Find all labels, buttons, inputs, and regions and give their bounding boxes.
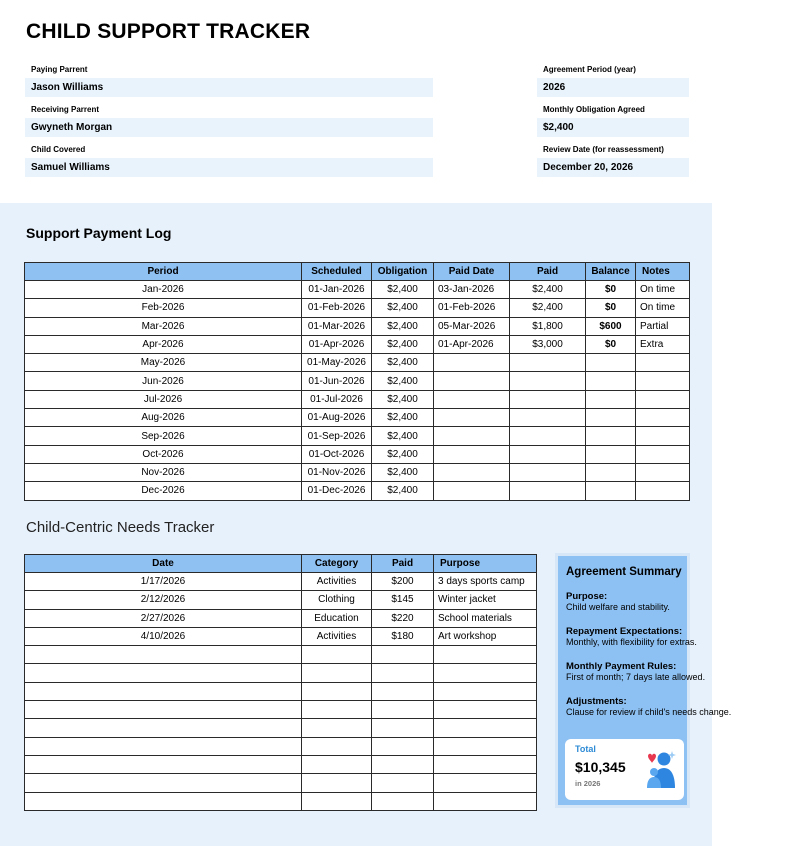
total-card (565, 739, 684, 800)
summary-heading: Adjustments: (566, 696, 627, 707)
column-header: Balance (586, 263, 636, 281)
table-cell[interactable] (586, 482, 636, 500)
family-heart-icon (642, 748, 678, 790)
table-row (25, 317, 690, 335)
needs-tracker-title: Child-Centric Needs Tracker (26, 519, 215, 536)
field-label: Review Date (for reassessment) (543, 145, 664, 154)
table-cell[interactable]: 01-Jan-2026 (302, 281, 372, 299)
table-row (25, 774, 537, 792)
table-cell[interactable]: 01-Apr-2026 (302, 335, 372, 353)
table-cell[interactable]: $220 (372, 609, 434, 627)
table-cell[interactable] (302, 682, 372, 700)
table-cell[interactable] (302, 737, 372, 755)
table-cell[interactable]: 01-Mar-2026 (302, 317, 372, 335)
column-header: Date (25, 555, 302, 573)
table-cell[interactable]: $0 (586, 335, 636, 353)
table-cell[interactable]: Extra (636, 335, 690, 353)
table-cell[interactable] (302, 792, 372, 810)
table-cell[interactable]: $1,800 (510, 317, 586, 335)
table-cell[interactable] (510, 409, 586, 427)
table-cell[interactable] (372, 737, 434, 755)
table-row (25, 646, 537, 664)
table-cell[interactable]: $180 (372, 627, 434, 645)
table-cell[interactable]: $2,400 (372, 372, 434, 390)
table-cell[interactable] (372, 701, 434, 719)
table-cell[interactable] (434, 792, 537, 810)
table-cell[interactable]: 05-Mar-2026 (434, 317, 510, 335)
agreement-period-field (537, 64, 689, 97)
table-cell[interactable]: 01-May-2026 (302, 354, 372, 372)
table-cell[interactable]: 03-Jan-2026 (434, 281, 510, 299)
table-header-row (25, 555, 537, 573)
table-cell[interactable] (434, 701, 537, 719)
table-cell[interactable] (25, 755, 302, 773)
payment-log-title: Support Payment Log (26, 225, 172, 241)
table-cell[interactable]: $2,400 (372, 445, 434, 463)
table-cell[interactable]: $3,000 (510, 335, 586, 353)
table-cell[interactable] (434, 774, 537, 792)
table-row (25, 427, 690, 445)
table-row (25, 372, 690, 390)
table-cell[interactable] (372, 719, 434, 737)
table-cell[interactable]: School materials (434, 609, 537, 627)
summary-heading: Purpose: (566, 591, 608, 602)
table-cell[interactable]: Activities (302, 627, 372, 645)
table-cell[interactable]: $2,400 (372, 463, 434, 481)
table-cell[interactable] (510, 445, 586, 463)
table-cell[interactable]: 01-Jun-2026 (302, 372, 372, 390)
column-header: Period (25, 263, 302, 281)
table-cell[interactable]: On time (636, 281, 690, 299)
table-cell[interactable] (25, 792, 302, 810)
table-cell[interactable]: 01-Aug-2026 (302, 409, 372, 427)
field-value[interactable]: December 20, 2026 (537, 158, 689, 177)
table-cell[interactable] (25, 774, 302, 792)
column-header: Paid (372, 555, 434, 573)
table-row (25, 390, 690, 408)
review-date-field (537, 144, 689, 177)
table-cell[interactable]: 1/17/2026 (25, 573, 302, 591)
table-cell[interactable] (302, 701, 372, 719)
table-cell[interactable] (636, 427, 690, 445)
table-cell[interactable] (510, 427, 586, 445)
field-value[interactable]: Samuel Williams (25, 158, 433, 177)
table-cell[interactable] (434, 682, 537, 700)
table-cell[interactable] (302, 774, 372, 792)
table-cell[interactable] (434, 427, 510, 445)
table-cell[interactable] (510, 482, 586, 500)
table-cell[interactable] (586, 409, 636, 427)
field-value[interactable]: $2,400 (537, 118, 689, 137)
table-cell[interactable]: $2,400 (372, 427, 434, 445)
table-cell[interactable]: 01-Jul-2026 (302, 390, 372, 408)
table-cell[interactable]: $2,400 (510, 299, 586, 317)
table-cell[interactable] (510, 463, 586, 481)
summary-text: Child welfare and stability. (566, 602, 670, 612)
column-header: Notes (636, 263, 690, 281)
table-cell[interactable] (434, 664, 537, 682)
table-cell[interactable] (372, 755, 434, 773)
table-cell[interactable] (25, 719, 302, 737)
table-row (25, 409, 690, 427)
table-row (25, 463, 690, 481)
table-row (25, 281, 690, 299)
column-header: Purpose (434, 555, 537, 573)
table-cell[interactable] (25, 701, 302, 719)
table-cell[interactable] (434, 390, 510, 408)
field-value[interactable]: Jason Williams (25, 78, 433, 97)
table-cell[interactable] (372, 682, 434, 700)
table-cell[interactable] (636, 390, 690, 408)
table-cell[interactable]: $2,400 (372, 482, 434, 500)
table-cell[interactable] (586, 445, 636, 463)
table-cell[interactable] (586, 372, 636, 390)
table-row (25, 573, 537, 591)
table-row (25, 627, 537, 645)
table-cell[interactable] (636, 354, 690, 372)
table-cell[interactable]: Jun-2026 (25, 372, 302, 390)
field-label: Agreement Period (year) (543, 65, 636, 74)
table-cell[interactable]: Mar-2026 (25, 317, 302, 335)
total-value: $10,345 (575, 759, 626, 775)
table-cell[interactable] (302, 755, 372, 773)
page-title: CHILD SUPPORT TRACKER (26, 20, 311, 43)
total-label: Total (575, 744, 596, 754)
table-cell[interactable] (636, 445, 690, 463)
table-cell[interactable] (434, 719, 537, 737)
table-cell[interactable]: Oct-2026 (25, 445, 302, 463)
column-header: Obligation (372, 263, 434, 281)
table-cell[interactable] (434, 646, 537, 664)
table-row (25, 609, 537, 627)
child-covered-field (25, 144, 433, 177)
summary-text: Monthly, with flexibility for extras. (566, 637, 697, 647)
table-cell[interactable] (25, 646, 302, 664)
table-cell[interactable] (434, 737, 537, 755)
table-cell[interactable]: Apr-2026 (25, 335, 302, 353)
table-cell[interactable]: Jul-2026 (25, 390, 302, 408)
table-cell[interactable]: Winter jacket (434, 591, 537, 609)
field-label: Paying Parrent (31, 65, 88, 74)
field-label: Child Covered (31, 145, 86, 154)
table-cell[interactable]: Dec-2026 (25, 482, 302, 500)
table-cell[interactable] (434, 354, 510, 372)
table-cell[interactable] (586, 354, 636, 372)
summary-heading: Repayment Expectations: (566, 626, 683, 637)
table-header-row (25, 263, 690, 281)
table-row (25, 664, 537, 682)
table-cell[interactable]: 01-Nov-2026 (302, 463, 372, 481)
table-cell[interactable] (302, 719, 372, 737)
table-cell[interactable]: 01-Feb-2026 (434, 299, 510, 317)
table-cell[interactable]: 2/27/2026 (25, 609, 302, 627)
table-cell[interactable]: 2/12/2026 (25, 591, 302, 609)
table-cell[interactable]: $145 (372, 591, 434, 609)
table-cell[interactable]: Aug-2026 (25, 409, 302, 427)
table-row (25, 445, 690, 463)
table-cell[interactable]: $2,400 (372, 390, 434, 408)
summary-text: Clause for review if child's needs change. (566, 707, 732, 717)
table-cell[interactable]: 01-Apr-2026 (434, 335, 510, 353)
table-cell[interactable] (434, 445, 510, 463)
payment-log-table (24, 262, 690, 501)
table-cell[interactable] (434, 409, 510, 427)
table-row (25, 482, 690, 500)
table-cell[interactable]: $2,400 (372, 281, 434, 299)
table-cell[interactable]: Partial (636, 317, 690, 335)
table-cell[interactable] (510, 390, 586, 408)
table-cell[interactable]: Nov-2026 (25, 463, 302, 481)
table-cell[interactable] (636, 409, 690, 427)
field-value[interactable]: Gwyneth Morgan (25, 118, 433, 137)
column-header: Paid Date (434, 263, 510, 281)
table-cell[interactable] (25, 737, 302, 755)
table-cell[interactable]: Art workshop (434, 627, 537, 645)
table-row (25, 354, 690, 372)
table-cell[interactable] (586, 390, 636, 408)
table-cell[interactable]: 4/10/2026 (25, 627, 302, 645)
table-cell[interactable] (372, 646, 434, 664)
table-row (25, 755, 537, 773)
table-cell[interactable]: Activities (302, 573, 372, 591)
field-value[interactable]: 2026 (537, 78, 689, 97)
table-cell[interactable] (434, 463, 510, 481)
table-cell[interactable]: Sep-2026 (25, 427, 302, 445)
receiving-parent-field (25, 104, 433, 137)
table-cell[interactable] (372, 792, 434, 810)
table-cell[interactable]: Jan-2026 (25, 281, 302, 299)
table-cell[interactable] (636, 372, 690, 390)
table-cell[interactable]: 01-Sep-2026 (302, 427, 372, 445)
table-cell[interactable] (434, 482, 510, 500)
table-row (25, 719, 537, 737)
summary-heading: Monthly Payment Rules: (566, 661, 677, 672)
table-row (25, 792, 537, 810)
table-row (25, 701, 537, 719)
table-row (25, 335, 690, 353)
table-cell[interactable] (434, 755, 537, 773)
table-cell[interactable]: May-2026 (25, 354, 302, 372)
table-cell[interactable] (510, 372, 586, 390)
table-cell[interactable] (372, 664, 434, 682)
table-cell[interactable] (636, 463, 690, 481)
agreement-summary-card (555, 553, 732, 808)
table-cell[interactable]: $200 (372, 573, 434, 591)
table-cell[interactable] (586, 463, 636, 481)
table-cell[interactable] (372, 774, 434, 792)
column-header: Scheduled (302, 263, 372, 281)
table-cell[interactable]: $600 (586, 317, 636, 335)
table-cell[interactable]: $0 (586, 299, 636, 317)
table-cell[interactable] (434, 372, 510, 390)
table-cell[interactable]: $2,400 (372, 335, 434, 353)
table-row (25, 299, 690, 317)
table-cell[interactable]: $0 (586, 281, 636, 299)
summary-title: Agreement Summary (566, 566, 682, 578)
paying-parent-field (25, 64, 433, 97)
column-header: Category (302, 555, 372, 573)
table-cell[interactable]: On time (636, 299, 690, 317)
table-cell[interactable]: 01-Oct-2026 (302, 445, 372, 463)
table-cell[interactable]: 3 days sports camp (434, 573, 537, 591)
table-cell[interactable]: $2,400 (372, 299, 434, 317)
table-row (25, 591, 537, 609)
needs-tracker-table (24, 554, 537, 811)
table-cell[interactable]: $2,400 (372, 354, 434, 372)
table-row (25, 682, 537, 700)
table-row (25, 737, 537, 755)
table-cell[interactable]: Clothing (302, 591, 372, 609)
column-header: Paid (510, 263, 586, 281)
field-label: Receiving Parrent (31, 105, 100, 114)
table-cell[interactable]: Feb-2026 (25, 299, 302, 317)
field-label: Monthly Obligation Agreed (543, 105, 645, 114)
table-cell[interactable]: 01-Dec-2026 (302, 482, 372, 500)
table-cell[interactable] (510, 354, 586, 372)
table-cell[interactable] (302, 646, 372, 664)
table-cell[interactable]: $2,400 (372, 317, 434, 335)
table-cell[interactable] (25, 664, 302, 682)
table-cell[interactable] (25, 682, 302, 700)
table-cell[interactable] (302, 664, 372, 682)
table-cell[interactable]: $2,400 (510, 281, 586, 299)
table-cell[interactable]: $2,400 (372, 409, 434, 427)
monthly-obligation-field (537, 104, 689, 137)
table-cell[interactable] (636, 482, 690, 500)
table-cell[interactable]: Education (302, 609, 372, 627)
table-cell[interactable]: 01-Feb-2026 (302, 299, 372, 317)
summary-text: First of month; 7 days late allowed. (566, 672, 706, 682)
total-subtitle: in 2026 (575, 779, 601, 788)
table-cell[interactable] (586, 427, 636, 445)
